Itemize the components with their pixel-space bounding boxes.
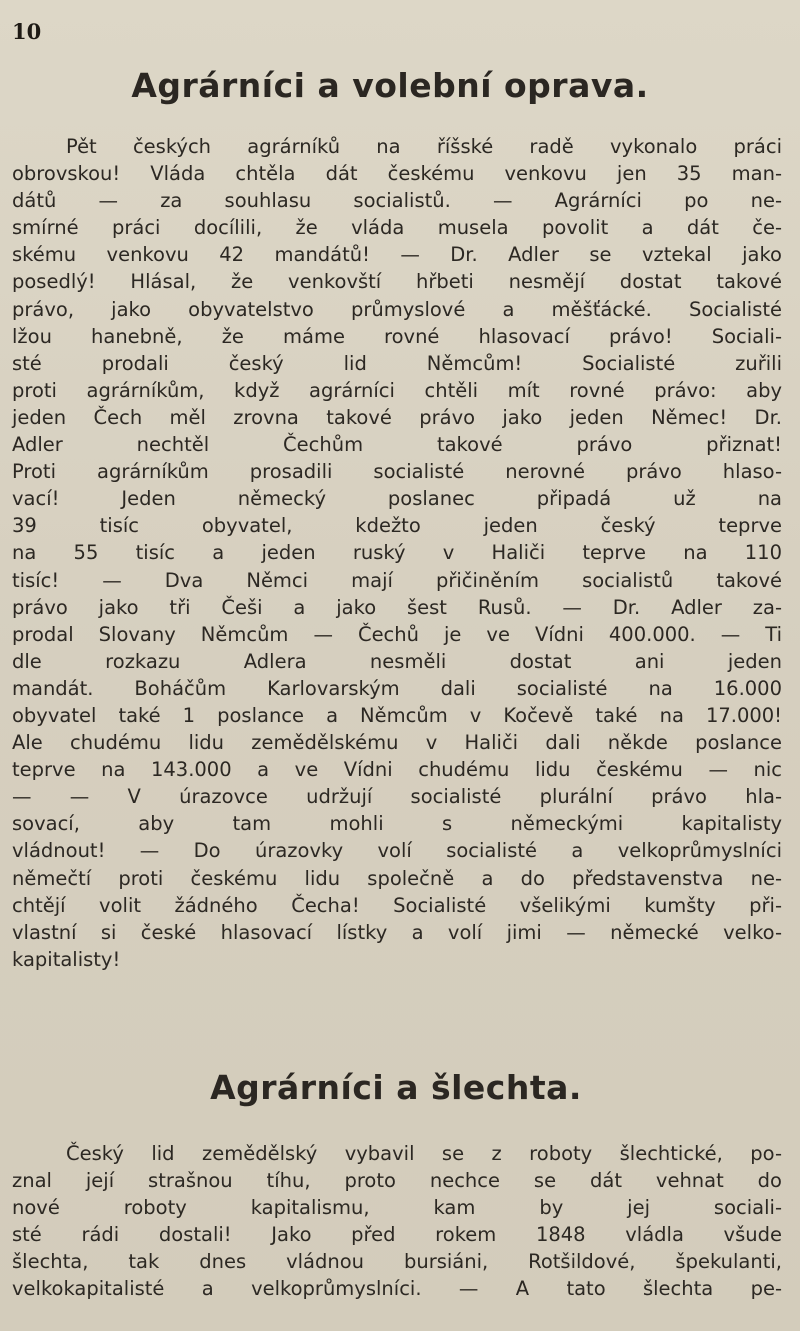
text-line: sté prodali český lid Němcům! Socialisté zuřili bbox=[12, 351, 782, 375]
article-title: Agrárníci a volební oprava. bbox=[131, 66, 649, 105]
text-line: sté rádi dostali! Jako před rokem 1848 vládla všude bbox=[12, 1223, 782, 1247]
text-line: vlastní si české hlasovací lístky a volí jimi — německé velko- bbox=[12, 920, 782, 944]
text-line: lžou hanebně, že máme rovné hlasovací právo! Sociali- bbox=[12, 324, 782, 348]
article-body bbox=[12, 133, 782, 973]
text-line: znal její strašnou tíhu, proto nechce se dát vehnat do bbox=[12, 1169, 782, 1193]
text-line: sovací, aby tam mohli s německými kapitalisty bbox=[12, 812, 782, 836]
text-line: posedlý! Hlásal, že venkovští hřbeti nesmějí dostat takové bbox=[12, 270, 782, 294]
text-line: proti agrárníkům, když agrárníci chtěli mít rovné právo: aby bbox=[12, 378, 782, 402]
text-line: teprve na 143.000 a ve Vídni chudému lidu českému — nic bbox=[12, 758, 782, 782]
text-line: Český lid zemědělský vybavil se z roboty šlechtické, po- bbox=[66, 1142, 782, 1165]
text-line: na 55 tisíc a jeden ruský v Haliči teprve na 110 bbox=[12, 541, 782, 565]
text-line: němečtí proti českému lidu společně a do představenstva ne- bbox=[12, 866, 782, 890]
text-line: skému venkovu 42 mandátů! — Dr. Adler se vztekal jako bbox=[12, 243, 782, 267]
text-line: jeden Čech měl zrovna takové právo jako jeden Němec! Dr. bbox=[12, 405, 782, 429]
text-line: prodal Slovany Němcům — Čechů je ve Vídni 400.000. — Ti bbox=[12, 622, 782, 646]
text-line: právo, jako obyvatelstvo průmyslové a měšťácké. Socialisté bbox=[12, 297, 782, 321]
text-line: nové roboty kapitalismu, kam by jej sociali- bbox=[12, 1196, 782, 1220]
text-line: Ale chudému lidu zemědělskému v Haliči dali někde poslance bbox=[12, 731, 782, 755]
text-line: Proti agrárníkům prosadili socialisté nerovné právo hlaso- bbox=[12, 460, 782, 484]
text-line: tisíc! — Dva Němci mají přičiněním socialistů takové bbox=[12, 568, 782, 592]
text-line: Pět českých agrárníků na říšské radě vykonalo práci bbox=[66, 135, 782, 158]
text-line: dátů — za souhlasu socialistů. — Agrárníci po ne- bbox=[12, 189, 782, 213]
text-line: mandát. Boháčům Karlovarským dali socialisté na 16.000 bbox=[12, 676, 782, 700]
page-number: 10 bbox=[12, 19, 42, 44]
text-line: — — V úrazovce udržují socialisté plurální právo hla- bbox=[12, 785, 782, 809]
text-line: kapitalisty! bbox=[12, 947, 121, 971]
text-line: dle rozkazu Adlera nesměli dostat ani jeden bbox=[12, 649, 782, 673]
text-line: právo jako tři Češi a jako šest Rusů. — Dr. Adler za- bbox=[12, 595, 782, 619]
article-title: Agrárníci a šlechta. bbox=[210, 1068, 582, 1107]
text-line: velkokapitalisté a velkoprůmyslníci. — A tato šlechta pe- bbox=[12, 1277, 782, 1301]
text-line: 39 tisíc obyvatel, kdežto jeden český teprve bbox=[12, 514, 782, 538]
text-line: šlechta, tak dnes vládnou bursiáni, Rotšildové, špekulanti, bbox=[12, 1250, 782, 1274]
text-line: obyvatel také 1 poslance a Němcům v Kočevě také na 17.000! bbox=[12, 703, 782, 727]
text-line: smírné práci docílili, že vláda musela povolit a dát če- bbox=[12, 216, 782, 240]
text-line: obrovskou! Vláda chtěla dát českému venkovu jen 35 man- bbox=[12, 162, 782, 186]
text-line: chtějí volit žádného Čecha! Socialisté všelikými kumšty při- bbox=[12, 893, 782, 917]
article-body bbox=[12, 1140, 782, 1303]
text-line: vací! Jeden německý poslanec připadá už na bbox=[12, 487, 782, 511]
text-line: Adler nechtěl Čechům takové právo přiznat! bbox=[12, 433, 782, 457]
text-line: vládnout! — Do úrazovky volí socialisté a velkoprůmyslníci bbox=[12, 839, 782, 863]
